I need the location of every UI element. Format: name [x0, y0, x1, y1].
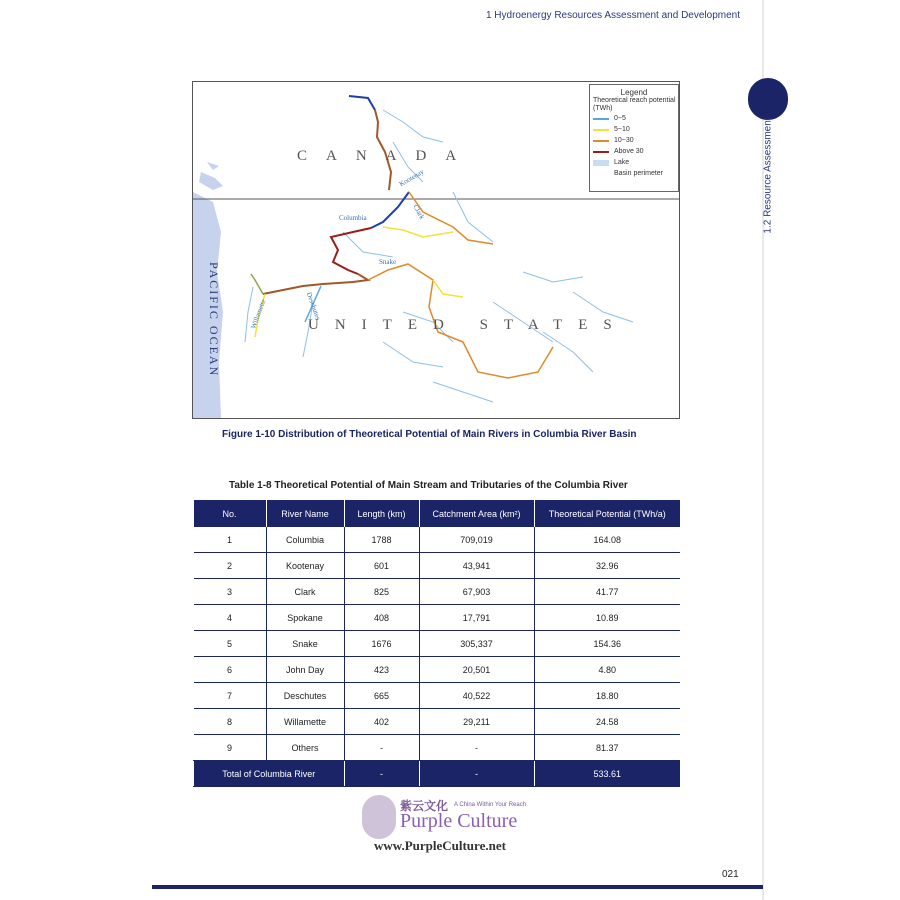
page-number: 021	[722, 869, 739, 880]
table-cell: 305,337	[419, 631, 534, 657]
table-row	[194, 631, 681, 657]
river-columbia-border	[371, 192, 409, 228]
table-cell: 41.77	[534, 579, 680, 605]
table-row	[194, 683, 681, 709]
river-label-deschutes: Deschutes	[304, 291, 323, 321]
country-label-united-states: UNITED STATES	[308, 317, 628, 333]
river-label-clark: Clark	[411, 203, 427, 221]
table-cell: -	[344, 761, 419, 787]
table-cell: 8	[194, 709, 267, 735]
column-header: No.	[194, 500, 267, 527]
river-snake-upper	[433, 280, 463, 297]
table-cell: 423	[344, 657, 419, 683]
ocean-label: PACIFIC OCEAN	[207, 262, 221, 378]
table-header-row	[194, 500, 681, 527]
table-cell: 81.37	[534, 735, 680, 761]
river-clark	[383, 227, 453, 237]
table-row	[194, 553, 681, 579]
watermark-tagline: A China Within Your Reach	[454, 802, 527, 808]
table-cell: 17,791	[419, 605, 534, 631]
table-cell: 665	[344, 683, 419, 709]
table-cell: 18.80	[534, 683, 680, 709]
table-cell: Others	[266, 735, 344, 761]
table-cell: Spokane	[266, 605, 344, 631]
table-cell: John Day	[266, 657, 344, 683]
table-row	[194, 605, 681, 631]
river-columbia-main	[331, 228, 371, 274]
table-cell: Kootenay	[266, 553, 344, 579]
legend-item: Above 30	[590, 146, 678, 157]
table-cell: 3	[194, 579, 267, 605]
table-cell: 24.58	[534, 709, 680, 735]
table-cell: 408	[344, 605, 419, 631]
section-tab-label: 1.2 Resource Assessment	[762, 117, 774, 234]
watermark-name: Purple Culture	[400, 810, 518, 832]
table-cell: -	[419, 761, 534, 787]
legend-item: 10~30	[590, 135, 678, 146]
legend-item: Lake	[590, 157, 678, 168]
column-header: Catchment Area (km²)	[419, 500, 534, 527]
table-cell: Clark	[266, 579, 344, 605]
column-header: River Name	[266, 500, 344, 527]
river-label-willamette: Willamette	[249, 298, 268, 330]
river-label-columbia: Columbia	[339, 214, 367, 222]
table-cell: 164.08	[534, 527, 680, 553]
table-row	[194, 579, 681, 605]
table-cell: 43,941	[419, 553, 534, 579]
table-cell: -	[344, 735, 419, 761]
table-cell: 1	[194, 527, 267, 553]
running-head: 1 Hydroenergy Resources Assessment and Development	[485, 10, 740, 21]
section-tab-marker	[748, 78, 788, 120]
table-cell: 7	[194, 683, 267, 709]
table-cell: 40,522	[419, 683, 534, 709]
river-columbia-lower	[263, 274, 368, 294]
watermark-url: www.PurpleCulture.net	[374, 838, 506, 853]
table-total-row	[194, 761, 681, 787]
table-caption: Table 1-8 Theoretical Potential of Main Stream and Tributaries of the Columbia River	[229, 480, 628, 491]
figure-caption: Figure 1-10 Distribution of Theoretical Potential of Main Rivers in Columbia River Basin	[222, 429, 637, 440]
legend-item: Basin perimeter	[614, 170, 664, 177]
table-cell: 10.89	[534, 605, 680, 631]
table-cell: 5	[194, 631, 267, 657]
table-cell: 1788	[344, 527, 419, 553]
columbia-basin-map	[192, 81, 680, 419]
table-cell: 402	[344, 709, 419, 735]
table-cell: 6	[194, 657, 267, 683]
river-label-snake: Snake	[379, 258, 397, 266]
table-cell: 533.61	[534, 761, 680, 787]
legend-subtitle: Theoretical reach potential (TWh)	[593, 97, 676, 112]
table-cell: Deschutes	[266, 683, 344, 709]
legend-title: Legend	[620, 88, 648, 97]
map-legend	[589, 84, 679, 192]
table-cell: 9	[194, 735, 267, 761]
table-cell: Snake	[266, 631, 344, 657]
footer-rule	[152, 885, 763, 889]
table-cell: 20,501	[419, 657, 534, 683]
table-cell: Willamette	[266, 709, 344, 735]
table-row	[194, 527, 681, 553]
coast-islands	[199, 162, 223, 190]
table-cell: 825	[344, 579, 419, 605]
table-cell: -	[419, 735, 534, 761]
table-cell: 1676	[344, 631, 419, 657]
river-willamette-upper	[251, 274, 263, 294]
table-cell: 4.80	[534, 657, 680, 683]
watermark-chinese-text: 紫云文化	[400, 799, 449, 813]
table-cell: 4	[194, 605, 267, 631]
table-cell: 29,211	[419, 709, 534, 735]
watermark-logo-icon	[362, 795, 396, 839]
table-cell: Columbia	[266, 527, 344, 553]
river-upper-columbia	[349, 96, 375, 110]
table-cell: 67,903	[419, 579, 534, 605]
table-cell: Total of Columbia River	[194, 761, 345, 787]
table-cell: 2	[194, 553, 267, 579]
legend-item: 5~10	[590, 124, 678, 135]
table-row	[194, 735, 681, 761]
table-cell: 601	[344, 553, 419, 579]
river-potential-table	[193, 500, 680, 787]
legend-item: 0~5	[590, 113, 678, 124]
purple-culture-watermark	[360, 795, 550, 855]
river-label-kootenay: Kootenay	[397, 167, 426, 189]
table-row	[194, 657, 681, 683]
column-header: Theoretical Potential (TWh/a)	[534, 500, 680, 527]
column-header: Length (km)	[344, 500, 419, 527]
table-row	[194, 709, 681, 735]
country-label-canada: CANADA	[297, 148, 476, 164]
table-cell: 32.96	[534, 553, 680, 579]
page-margin	[764, 0, 900, 900]
table-cell: 154.36	[534, 631, 680, 657]
table-cell: 709,019	[419, 527, 534, 553]
